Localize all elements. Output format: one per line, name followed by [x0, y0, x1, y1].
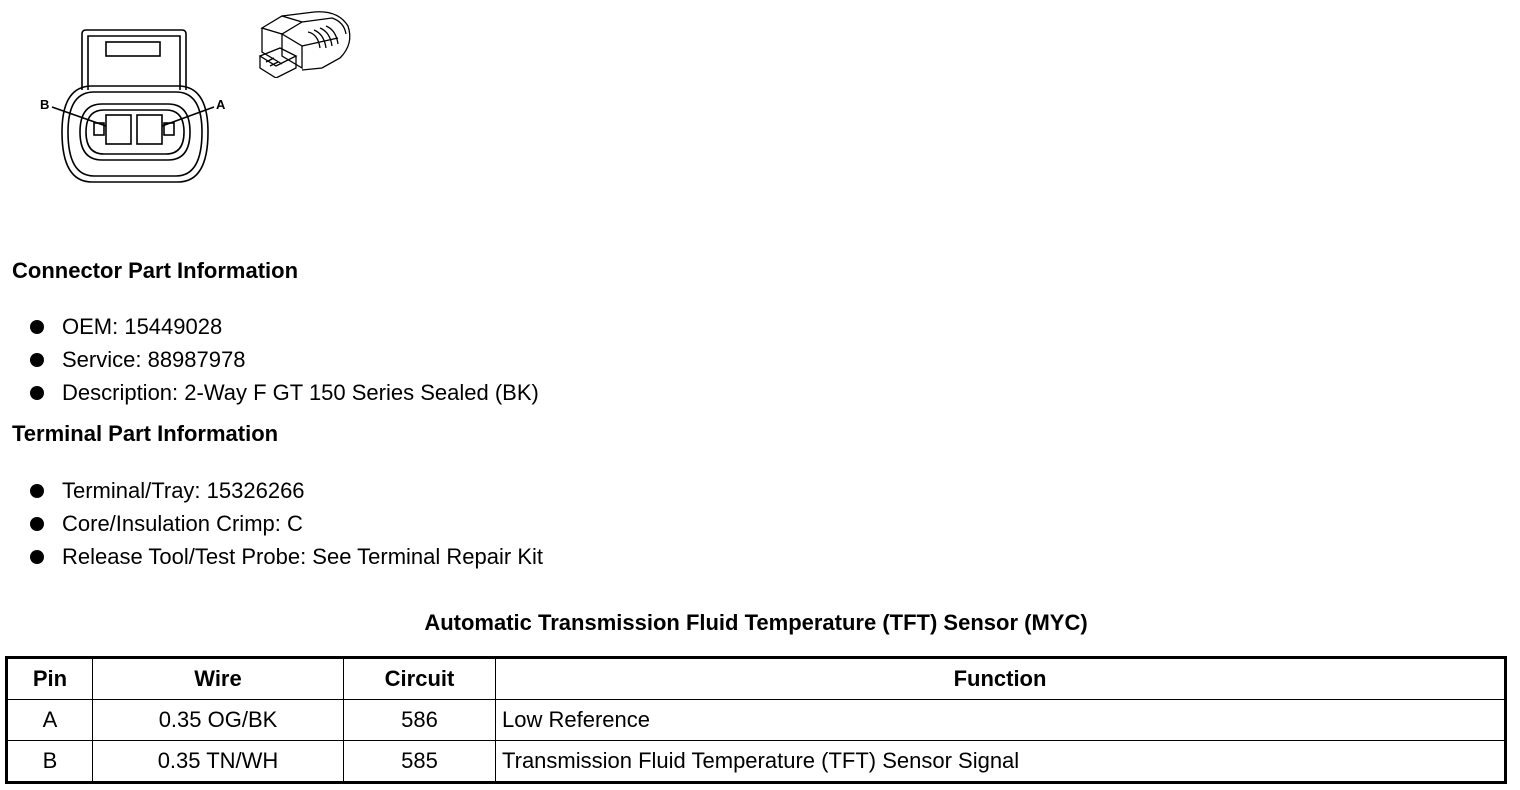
terminal-info-list: [30, 474, 543, 573]
cell-circuit: 585: [344, 741, 496, 783]
bullet-icon: [30, 517, 44, 531]
table-row: [7, 741, 1506, 783]
header-circuit: Circuit: [344, 658, 496, 700]
list-item: [30, 474, 543, 507]
list-item: [30, 343, 539, 376]
connector-info-list: [30, 310, 539, 409]
bullet-icon: [30, 484, 44, 498]
connector-info-heading: Connector Part Information: [12, 258, 299, 283]
connector-isometric-icon: [252, 8, 356, 78]
cell-function: Transmission Fluid Temperature (TFT) Sensor Signal: [496, 741, 1506, 783]
service-text: Service: 88987978: [62, 347, 246, 372]
header-wire: Wire: [93, 658, 344, 700]
list-item: [30, 507, 543, 540]
pin-a-label: A: [216, 97, 226, 112]
bullet-icon: [30, 320, 44, 334]
cell-wire: 0.35 TN/WH: [93, 741, 344, 783]
list-item: [30, 376, 539, 409]
cell-circuit: 586: [344, 700, 496, 741]
cell-function: Low Reference: [496, 700, 1506, 741]
cell-wire: 0.35 OG/BK: [93, 700, 344, 741]
crimp-text: Core/Insulation Crimp: C: [62, 511, 303, 536]
terminal-tray-text: Terminal/Tray: 15326266: [62, 478, 305, 503]
pinout-table: [5, 656, 1507, 784]
description-text: Description: 2-Way F GT 150 Series Sealed (BK): [62, 380, 539, 405]
table-row: [7, 700, 1506, 741]
bullet-icon: [30, 386, 44, 400]
bullet-icon: [30, 550, 44, 564]
list-item: [30, 540, 543, 573]
table-title: Automatic Transmission Fluid Temperature (TFT) Sensor (MYC): [424, 610, 1088, 635]
list-item: [30, 310, 539, 343]
terminal-info-heading: Terminal Part Information: [12, 421, 279, 446]
table-header-row: [7, 658, 1506, 700]
header-pin: Pin: [7, 658, 93, 700]
header-function: Function: [496, 658, 1506, 700]
cell-pin: A: [7, 700, 93, 741]
pin-b-label: B: [40, 97, 50, 112]
release-tool-text: Release Tool/Test Probe: See Terminal Repair Kit: [62, 544, 543, 569]
cell-pin: B: [7, 741, 93, 783]
bullet-icon: [30, 353, 44, 367]
oem-text: OEM: 15449028: [62, 314, 223, 339]
